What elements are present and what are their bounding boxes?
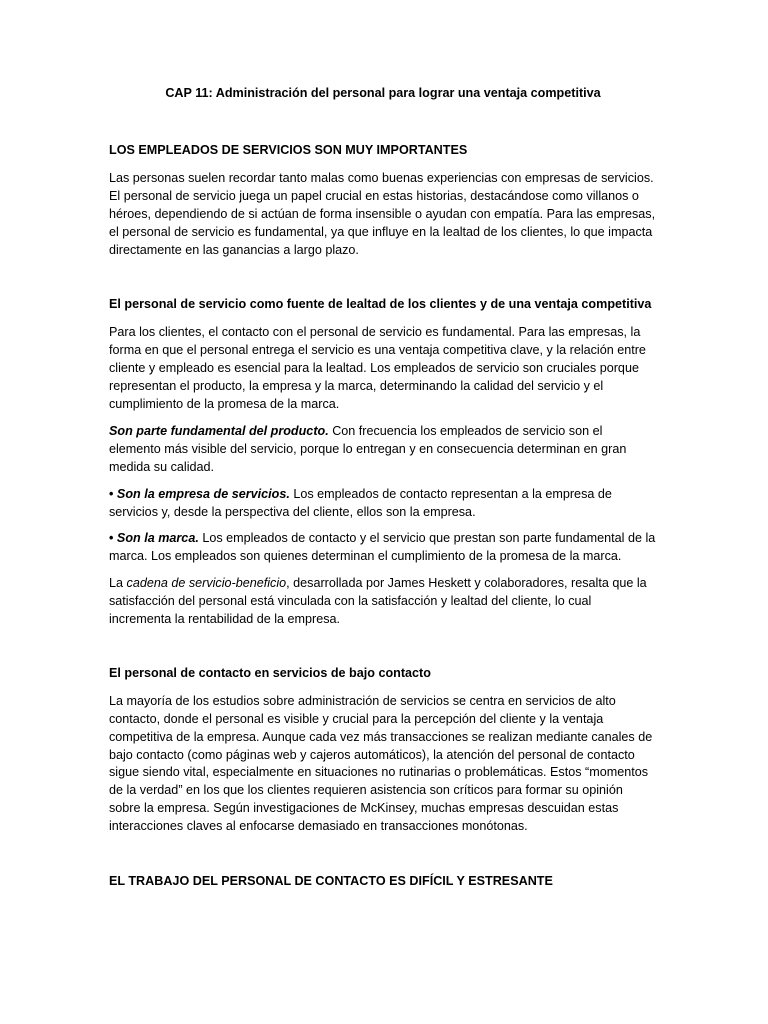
section-spacer: [109, 638, 657, 665]
section-spacer: [109, 845, 657, 873]
section-paragraph-service-profit-chain: [109, 575, 657, 629]
list-item-product: [109, 423, 657, 477]
section-paragraph-loyalty-source: Para los clientes, el contacto con el personal de servicio es fundamental. Para las empresas, la forma en que el personal entrega el servicio es una ventaja competitiva clave, y la relación entre cliente y empleado es esencial para la lealtad. Los empleados de servicio son cruciales porque representan el producto, la empresa y la marca, determinando la calidad del servicio y el cumplimiento de la promesa de la marca.: [109, 325, 646, 411]
section-heading-loyalty-source: El personal de servicio como fuente de lealtad de los clientes y de una ventaja competitiva: [109, 297, 652, 312]
section-heading-difficult-work: EL TRABAJO DEL PERSONAL DE CONTACTO ES DIFÍCIL Y ESTRESANTE: [109, 874, 553, 889]
chain-prefix: La: [109, 576, 127, 591]
bullet-icon: •: [109, 486, 117, 501]
section-paragraph-employees-important: Las personas suelen recordar tanto malas como buenas experiencias con empresas de servicios. El personal de servicio juega un papel crucial en estas historias, destacándose como villanos o héroes, dependiendo de si actúan de forma insensible o ayudan con empatía. Para las empresas, el personal de servicio es fundamental, ya que influye en la lealtad de los clientes, lo que impacta directamente en las ganancias a largo plazo.: [109, 170, 656, 257]
list-item-brand-text: Los empleados de contacto y el servicio que prestan son parte fundamental de la marca. Los empleados son quienes determinan el cumplimiento de la promesa de la marca.: [109, 531, 656, 564]
section-heading-employees-important: LOS EMPLEADOS DE SERVICIOS SON MUY IMPORTANTES: [109, 143, 468, 157]
section-heading-low-contact: El personal de contacto en servicios de bajo contacto: [109, 665, 431, 680]
list-item-company-text: Los empleados de contacto representan a la empresa de servicios y, desde la perspectiva del cliente, ellos son la empresa.: [109, 486, 612, 519]
chain-term: cadena de servicio-beneficio: [126, 576, 287, 591]
list-item-brand: [109, 530, 657, 566]
bullet-icon: •: [109, 531, 117, 546]
chain-text: , desarrollada por James Heskett y colaboradores, resalta que la satisfacción del personal está vinculada con la satisfacción y lealtad del cliente, lo cual incrementa la rentabilidad de la empresa.: [109, 576, 647, 627]
list-item-brand-lead: Son la marca.: [116, 531, 199, 546]
document-title: CAP 11: Administración del personal para lograr una ventaja competitiva: [165, 86, 601, 100]
list-item-product-text: Con frecuencia los empleados de servicio son el elemento más visible del servicio, porque lo entregan y en consecuencia determinan en gran medida su calidad.: [109, 423, 627, 474]
document-page: [109, 84, 657, 901]
list-item-company-lead: Son la empresa de servicios.: [116, 486, 290, 501]
list-item-company: [109, 486, 657, 522]
section-spacer: [109, 268, 657, 296]
section-paragraph-low-contact: La mayoría de los estudios sobre administración de servicios se centra en servicios de alto contacto, donde el personal es visible y crucial para la percepción del cliente y la ventaja competitiva de la empresa. Aunque cada vez más transacciones se realizan mediante canales de bajo contacto (como páginas web y cajeros automáticos), la atención del personal de contacto sigue siendo vital, especialmente en situaciones no rutinarias o problemáticas. Estos “momentos de la verdad” en los que los clientes requieren asistencia son críticos para formar su opinión sobre la empresa. Según investigaciones de McKinsey, muchas empresas descuidan estas interacciones claves al enfocarse demasiado en transacciones monótonas.: [109, 693, 653, 834]
list-item-product-lead: Son parte fundamental del producto.: [109, 423, 329, 438]
